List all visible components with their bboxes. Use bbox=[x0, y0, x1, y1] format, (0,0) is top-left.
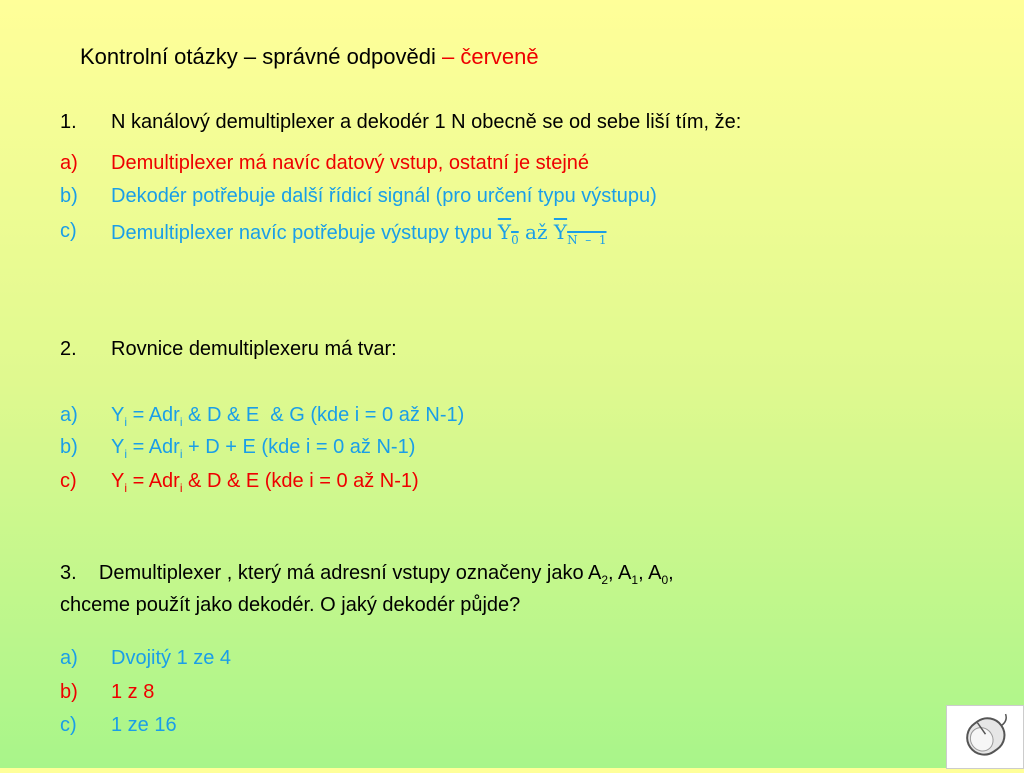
question-text: Rovnice demultiplexeru má tvar: bbox=[111, 338, 397, 360]
y0-symbol: Y bbox=[497, 220, 512, 244]
q3-sep-3: , bbox=[668, 562, 674, 584]
question-text: N kanálový demultiplexer a dekodér 1 N obecně se od sebe liší tím, že: bbox=[111, 111, 742, 133]
question-3-line-2: chceme použít jako dekodér. O jaký dekodér půjde? bbox=[60, 594, 521, 616]
eq-y: Y bbox=[111, 470, 125, 492]
eq-y-sub: i bbox=[124, 481, 128, 495]
answer-text: Dekodér potřebuje další řídicí signál (pro určení typu výstupu) bbox=[111, 185, 657, 207]
eq-y-sub: i bbox=[124, 447, 128, 461]
answer-text-c bbox=[111, 220, 607, 247]
answer-text: 1 ze 16 bbox=[111, 714, 177, 736]
answer-letter: a) bbox=[60, 152, 78, 174]
eq-y-sub: i bbox=[124, 415, 128, 429]
question-number: 2. bbox=[60, 338, 77, 360]
answer-letter: a) bbox=[60, 647, 78, 669]
a2-sub: 2 bbox=[601, 573, 609, 587]
range-word: až bbox=[518, 220, 554, 244]
answer-letter: c) bbox=[60, 470, 77, 492]
eq-rest: & D & E (kde i = 0 až N-1) bbox=[182, 470, 419, 492]
eq-adr: = Adr bbox=[127, 470, 180, 492]
title-red-text: – červeně bbox=[442, 44, 539, 69]
yn-symbol: Y bbox=[553, 220, 568, 244]
eq-adr-sub: i bbox=[179, 415, 183, 429]
slide-title bbox=[80, 44, 539, 70]
answer-text: 1 z 8 bbox=[111, 681, 155, 703]
q3-sep-2: , A bbox=[638, 562, 662, 584]
a0-sub: 0 bbox=[661, 573, 669, 587]
answer-letter: c) bbox=[60, 220, 77, 242]
output-y0 bbox=[497, 220, 519, 247]
eq-y: Y bbox=[111, 404, 125, 426]
answer-letter: c) bbox=[60, 714, 77, 736]
answer-letter: a) bbox=[60, 404, 78, 426]
eq-adr: = Adr bbox=[127, 404, 180, 426]
answer-letter: b) bbox=[60, 436, 78, 458]
mouse-nav-button[interactable] bbox=[946, 705, 1024, 769]
question-3-line-1 bbox=[60, 562, 674, 587]
answer-text: Demultiplexer navíc potřebuje výstupy typu bbox=[111, 222, 498, 244]
eq-rest: & D & E & G (kde i = 0 až N-1) bbox=[182, 404, 465, 426]
answer-equation bbox=[111, 470, 419, 495]
computer-mouse-icon bbox=[947, 706, 1023, 768]
a1-sub: 1 bbox=[631, 573, 639, 587]
title-text: Kontrolní otázky – správné odpovědi bbox=[80, 44, 443, 69]
q3-text: 3. Demultiplexer , který má adresní vstupy označeny jako A bbox=[60, 562, 602, 584]
q3-sep-1: , A bbox=[608, 562, 632, 584]
eq-rest: + D + E (kde i = 0 až N-1) bbox=[182, 436, 416, 458]
eq-adr: = Adr bbox=[127, 436, 180, 458]
output-yn bbox=[553, 220, 607, 247]
eq-adr-sub: i bbox=[179, 481, 183, 495]
answer-letter: b) bbox=[60, 681, 78, 703]
question-number: 1. bbox=[60, 111, 77, 133]
answer-equation bbox=[111, 404, 464, 429]
y0-subscript: 0 bbox=[511, 233, 519, 247]
eq-adr-sub: i bbox=[179, 447, 183, 461]
answer-text: Demultiplexer má navíc datový vstup, ostatní je stejné bbox=[111, 152, 590, 174]
answer-equation bbox=[111, 436, 415, 461]
eq-y: Y bbox=[111, 436, 125, 458]
yn-subscript: N – 1 bbox=[567, 233, 607, 247]
answer-letter: b) bbox=[60, 185, 78, 207]
answer-text: Dvojitý 1 ze 4 bbox=[111, 647, 232, 669]
